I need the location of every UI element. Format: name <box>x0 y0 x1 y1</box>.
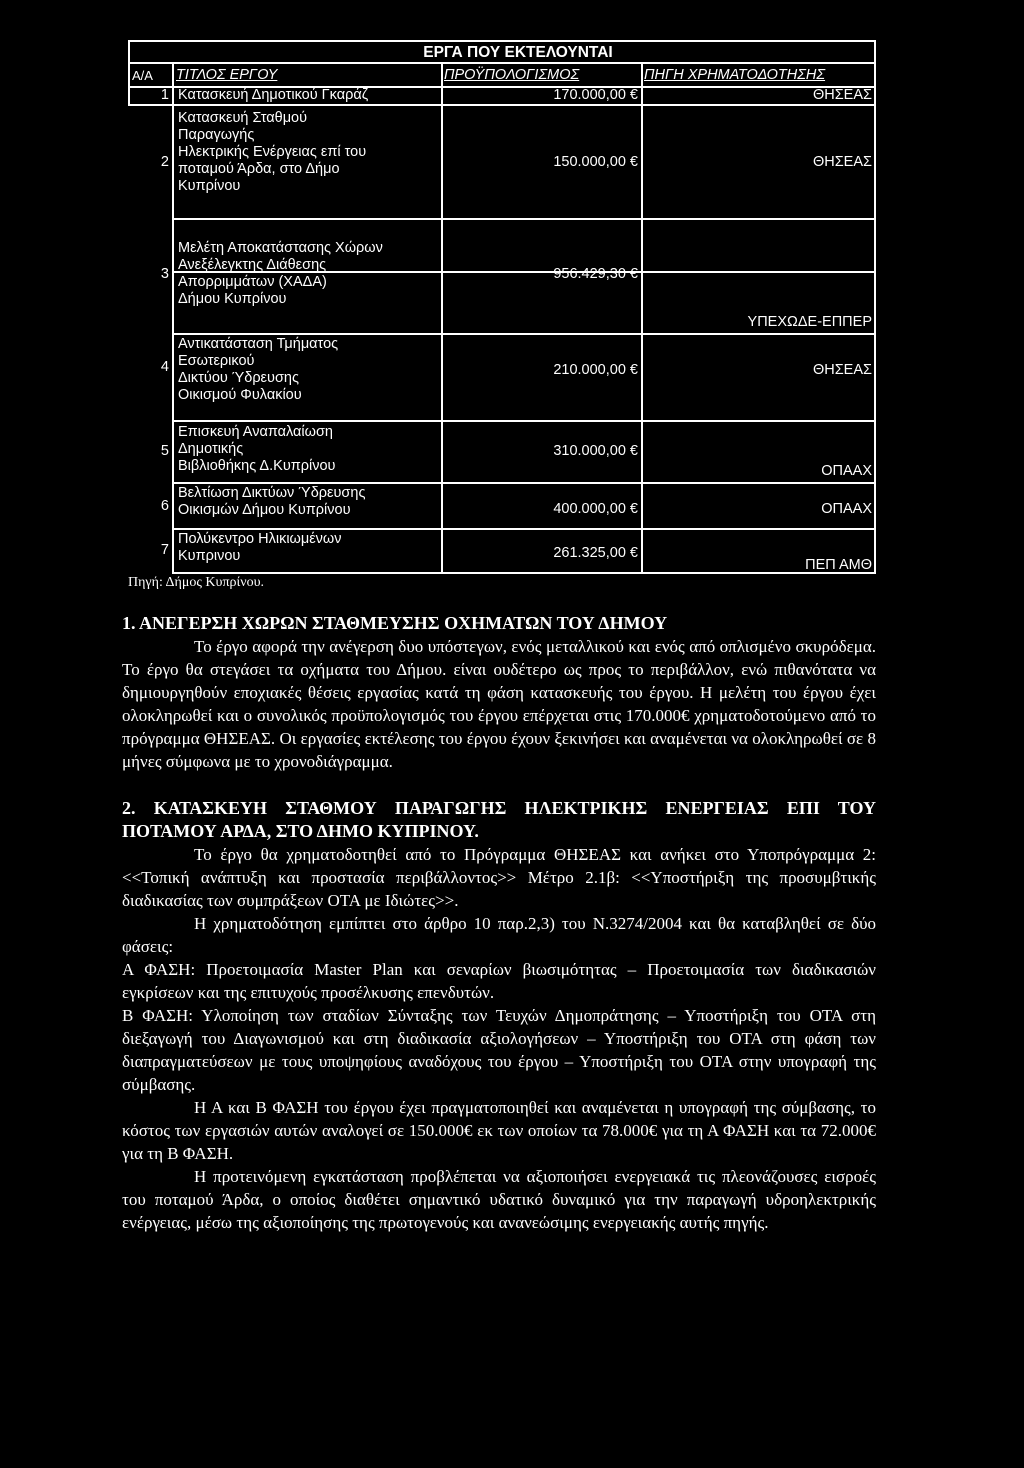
project-title: Κατασκευή Σταθμού Παραγωγής Ηλεκτρικής Ενέργειας επί του ποταμού Άρδα, στο Δήμο Κυπρίνου <box>178 110 367 194</box>
section-2-paragraph: Το έργο θα χρηματοδοτηθεί από το Πρόγραμμα ΘΗΣΕΑΣ και ανήκει στο Υποπρόγραμμα 2:<<Τοπική ανάπτυξη και προστασία περιβάλλοντος>> Μέτρο 2.1β: <<Υποστήριξη της προσυμβτικής διαδικασίας των συμπράξεων ΟΤΑ με Ιδιώτες>>. <box>122 845 876 910</box>
section-2-paragraph: Η χρηματοδότηση εμπίπτει στο άρθρο 10 παρ.2,3) του Ν.3274/2004 και θα καταβληθεί σε δύο φάσεις: <box>122 914 876 956</box>
table-rule <box>441 62 443 574</box>
table-rule <box>172 482 876 484</box>
project-funding: ΘΗΣΕΑΣ <box>812 87 872 103</box>
table-rule <box>172 218 876 220</box>
section-2-paragraph: Η προτεινόμενη εγκατάσταση προβλέπεται να αξιοποιήσει ενεργειακά τις πλεονάζουσες εισροές του ποταμού Άρδα, ο οποίος διαθέτει σημαντικό υδατικό δυναμικό για την παραγωγή υδροηλεκτρικής ενέργειας, μέσω της αξιοποίησης της πρωτογενούς και ανανεώσιμης ενεργειακής αυτής πηγής. <box>122 1167 876 1232</box>
project-funding: ΘΗΣΕΑΣ <box>812 154 872 170</box>
project-budget: 956.429,30 € <box>553 266 638 282</box>
project-title: Μελέτη Αποκατάστασης Χώρων Ανεξέλεγκτης Διάθεσης Απορριμμάτων (ΧΑΔΑ) Δήμου Κυπρίνου <box>178 240 383 307</box>
project-budget: 310.000,00 € <box>553 443 638 459</box>
section-1-heading: 1. ΑΝΕΓΕΡΣΗ ΧΩΡΩΝ ΣΤΑΘΜΕΥΣΗΣ ΟΧΗΜΑΤΩΝ ΤΟΥ ΔΗΜΟΥ <box>122 613 668 633</box>
project-budget: 170.000,00 € <box>553 87 638 103</box>
project-title: Αντικατάσταση Τμήματος Εσωτερικού Δικτύου Ύδρευσης Οικισμού Φυλακίου <box>178 336 339 403</box>
project-funding: ΟΠΑΑΧ <box>821 463 872 479</box>
header-funding: ΠΗΓΗ ΧΡΗΜΑΤΟΔΟΤΗΣΗΣ <box>644 67 826 83</box>
project-budget: 400.000,00 € <box>553 501 638 517</box>
project-title: Κατασκευή Δημοτικού Γκαράζ <box>178 87 369 103</box>
projects-table <box>128 40 876 574</box>
row-number: 5 <box>160 443 169 459</box>
row-number: 2 <box>160 154 169 170</box>
section-2-paragraph: Η Α και Β ΦΑΣΗ του έργου έχει πραγματοποιηθεί και αναμένεται η υπογραφή της σύμβασης, το κόστος των εργασιών αυτών αναλογεί σε 150.000€ εκ των οποίων τα 78.000€ για τη Α ΦΑΣΗ και τα 72.000€ για τη Β ΦΑΣΗ. <box>122 1098 876 1163</box>
project-budget: 261.325,00 € <box>553 545 638 561</box>
project-title: Πολύκεντρο Ηλικιωμένων Κυπρινου <box>178 531 342 564</box>
table-rule <box>128 62 876 64</box>
table-source: Πηγή: Δήμος Κυπρίνου. <box>128 575 265 590</box>
table-rule <box>128 40 876 42</box>
project-funding: ΠΕΠ ΑΜΘ <box>805 557 872 573</box>
table-rule <box>172 420 876 422</box>
row-number: 4 <box>160 359 169 375</box>
section-2-heading: 2. ΚΑΤΑΣΚΕΥΗ ΣΤΑΘΜΟΥ ΠΑΡΑΓΩΓΗΣ ΗΛΕΚΤΡΙΚΗΣ ΕΝΕΡΓΕΙΑΣ ΕΠΙ ΤΟΥ ΠΟΤΑΜΟΥ ΑΡΔΑ, ΣΤΟ ΔΗΜΟ ΚΥΠΡΙΝΟΥ. <box>122 798 876 841</box>
section-2-paragraph: Β ΦΑΣΗ: Υλοποίηση των σταδίων Σύνταξης των Τευχών Δημοπράτησης – Υποστήριξη του ΟΤΑ στη διεξαγωγή του Διαγωνισμού και στη διαδικασία αξιολογήσεων – Υποστήριξη του ΟΤΑ στη φάση των διαπραγματεύσεων με τους υποψηφίους αναδόχους του έργου – Υποστήριξη του ΟΤΑ στην υπογραφή της σύμβασης. <box>122 1006 876 1094</box>
header-aa: Α/Α <box>132 68 153 83</box>
project-title: Βελτίωση Δικτύων Ύδρευσης Οικισμών Δήμου Κυπρίνου <box>178 485 366 518</box>
table-rule <box>172 333 876 335</box>
row-number: 7 <box>160 542 169 558</box>
project-funding: ΘΗΣΕΑΣ <box>812 362 872 378</box>
row-number: 3 <box>160 266 169 282</box>
project-title: Επισκευή Αναπαλαίωση Δημοτικής Βιβλιοθήκης Δ.Κυπρίνου <box>178 424 336 474</box>
section-2-paragraph: Α ΦΑΣΗ: Προετοιμασία Master Plan και σεναρίων βιωσιμότητας – Προετοιμασία των διαδικασιών εγκρίσεων και της επιτυχούς προσέλκυσης επενδυτών. <box>122 960 876 1002</box>
table-rule <box>128 104 876 106</box>
header-title: ΤΙΤΛΟΣ ΕΡΓΟΥ <box>176 67 278 83</box>
project-funding: ΥΠΕΧΩΔΕ-ΕΠΠΕΡ <box>747 314 872 330</box>
header-budget: ΠΡΟΫΠΟΛΟΓΙΣΜΟΣ <box>444 67 580 83</box>
project-budget: 210.000,00 € <box>553 362 638 378</box>
spacer <box>122 773 876 797</box>
row-number: 6 <box>160 498 169 514</box>
section-1-paragraph: Το έργο αφορά την ανέγερση δυο υπόστεγων, ενός μεταλλικού και ενός από οπλισμένο σκυρόδεμα. Το έργο θα στεγάσει τα οχήματα του Δήμου. είναι ουδέτερο ως προς το περιβάλλον, ενώ πιθανότατα να δημιουργηθούν εποχιακές θέσεις εργασίας κατά τη φάση κατασκευής του έργου. Η μελέτη του έργου έχει ολοκληρωθεί και ο συνολικός προϋπολογισμός του έργου επέρχεται στις 170.000€ χρηματοδοτούμενο από το πρόγραμμα ΘΗΣΕΑΣ. Οι εργασίες εκτέλεσης του έργου έχουν ξεκινήσει και αναμένεται να ολοκληρωθεί σε 8 μήνες σύμφωνα με το χρονοδιάγραμμα. <box>122 637 876 771</box>
table-rule <box>874 40 876 574</box>
table-title: ΕΡΓΑ ΠΟΥ ΕΚΤΕΛΟΥΝΤΑΙ <box>423 44 613 61</box>
table-rule <box>172 528 876 530</box>
row-number: 1 <box>160 87 169 103</box>
project-funding: ΟΠΑΑΧ <box>821 501 872 517</box>
project-budget: 150.000,00 € <box>553 154 638 170</box>
document-body <box>122 612 876 1234</box>
